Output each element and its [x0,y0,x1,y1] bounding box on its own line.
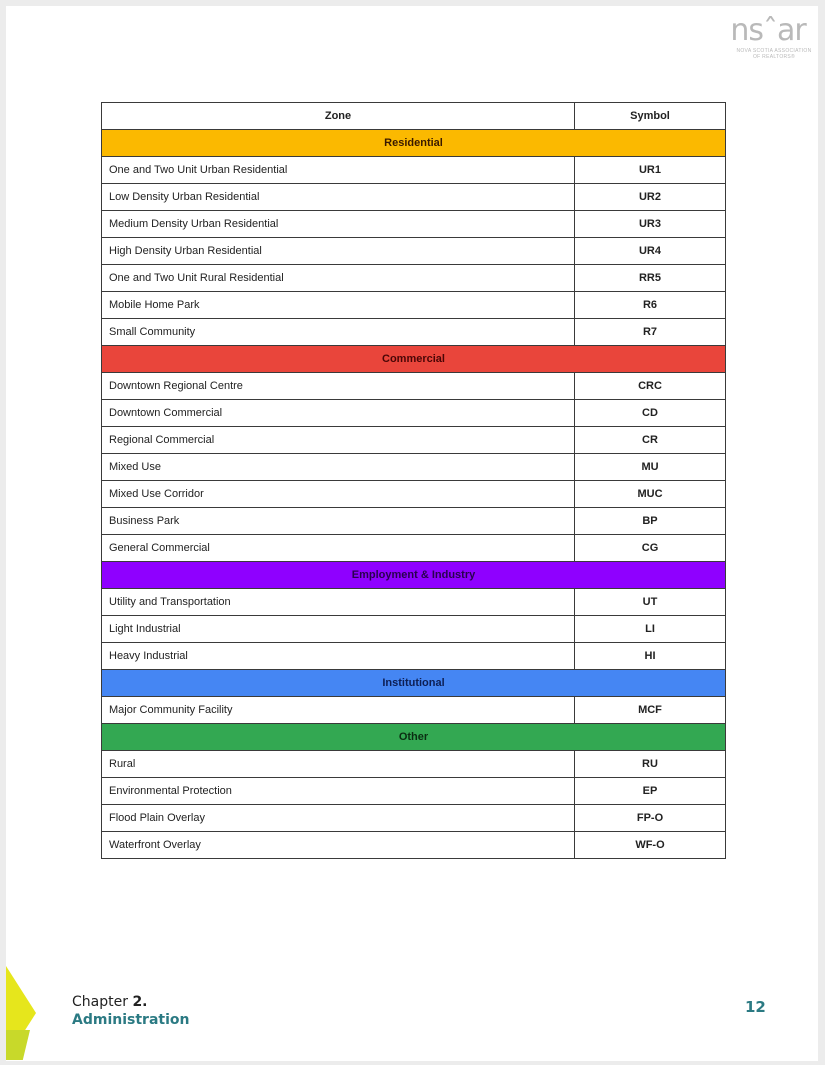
table-body [102,130,726,859]
zone-name: Low Density Urban Residential [102,184,575,211]
category-label: Residential [102,130,726,157]
zone-symbol: CG [575,535,726,562]
zone-name: Mixed Use [102,454,575,481]
table-row [102,751,726,778]
table-row [102,589,726,616]
table-row [102,616,726,643]
category-row [102,562,726,589]
header-symbol: Symbol [575,103,726,130]
table-header-row [102,103,726,130]
table-row [102,508,726,535]
zone-symbol: BP [575,508,726,535]
zone-symbol: MCF [575,697,726,724]
zoning-table [101,102,726,859]
table-row [102,427,726,454]
page-number: 12 [745,998,766,1016]
zone-symbol: MU [575,454,726,481]
zone-name: Light Industrial [102,616,575,643]
zone-symbol: CR [575,427,726,454]
zone-name: Waterfront Overlay [102,832,575,859]
zone-symbol: RR5 [575,265,726,292]
zone-name: Mixed Use Corridor [102,481,575,508]
zone-symbol: MUC [575,481,726,508]
zone-name: Downtown Commercial [102,400,575,427]
zone-name: Environmental Protection [102,778,575,805]
table-row [102,373,726,400]
zone-name: Mobile Home Park [102,292,575,319]
chapter-number: 2. [132,994,148,1010]
zone-symbol: R7 [575,319,726,346]
zone-name: Medium Density Urban Residential [102,211,575,238]
table-row [102,643,726,670]
nsar-logo [716,14,820,64]
category-row [102,670,726,697]
zone-symbol: RU [575,751,726,778]
table-row [102,265,726,292]
zone-symbol: R6 [575,292,726,319]
category-label: Other [102,724,726,751]
zone-symbol: EP [575,778,726,805]
table-row [102,184,726,211]
zone-symbol: UR3 [575,211,726,238]
zone-name: One and Two Unit Urban Residential [102,157,575,184]
zone-symbol: LI [575,616,726,643]
zone-name: Heavy Industrial [102,643,575,670]
table-row [102,157,726,184]
table-row [102,697,726,724]
zone-symbol: CRC [575,373,726,400]
category-row [102,130,726,157]
zone-symbol: UR4 [575,238,726,265]
chapter-word: Chapter [72,994,128,1010]
zone-symbol: HI [575,643,726,670]
section-title: Administration [72,1012,190,1028]
category-row [102,724,726,751]
zone-symbol: UT [575,589,726,616]
zone-name: Business Park [102,508,575,535]
category-label: Employment & Industry [102,562,726,589]
zone-name: Downtown Regional Centre [102,373,575,400]
table-row [102,481,726,508]
zone-name: High Density Urban Residential [102,238,575,265]
logo-mark: nsˆar [730,13,806,48]
zone-name: Flood Plain Overlay [102,805,575,832]
table-row [102,805,726,832]
table-row [102,211,726,238]
table-row [102,535,726,562]
chapter-label [72,994,148,1010]
logo-subtitle-2: OF REALTORS® [752,54,796,60]
zone-name: General Commercial [102,535,575,562]
table-row [102,292,726,319]
header-zone: Zone [102,103,575,130]
table-row [102,778,726,805]
zone-symbol: UR2 [575,184,726,211]
category-label: Institutional [102,670,726,697]
logo-subtitle-1: NOVA SCOTIA ASSOCIATION [736,48,812,54]
zone-symbol: CD [575,400,726,427]
zone-name: Rural [102,751,575,778]
table-row [102,238,726,265]
category-row [102,346,726,373]
zone-name: Major Community Facility [102,697,575,724]
zone-name: One and Two Unit Rural Residential [102,265,575,292]
zone-symbol: FP-O [575,805,726,832]
table-row [102,454,726,481]
zone-name: Utility and Transportation [102,589,575,616]
zone-symbol: WF-O [575,832,726,859]
zone-name: Regional Commercial [102,427,575,454]
category-label: Commercial [102,346,726,373]
zone-symbol: UR1 [575,157,726,184]
table-row [102,400,726,427]
table-row [102,832,726,859]
zone-name: Small Community [102,319,575,346]
table-row [102,319,726,346]
